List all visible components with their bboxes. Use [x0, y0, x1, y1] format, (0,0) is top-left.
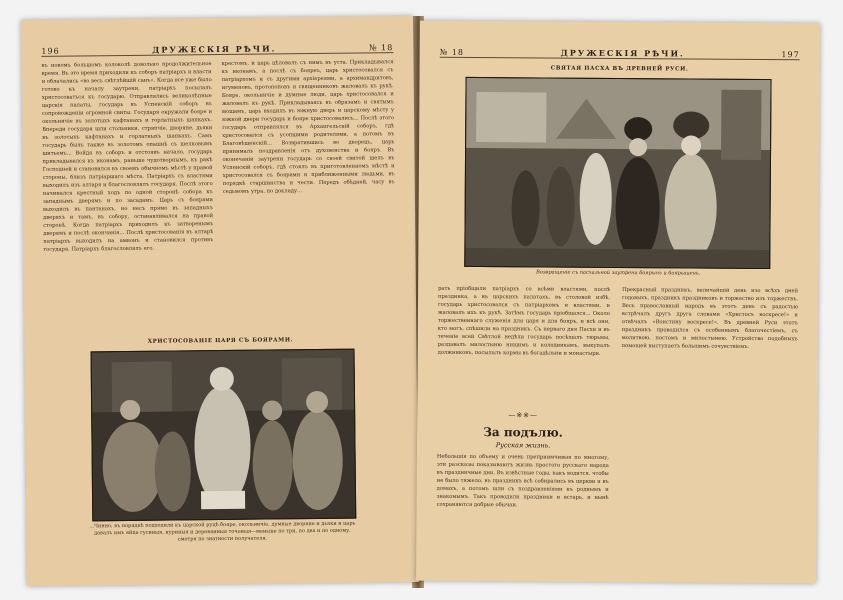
- right-page-number: 197: [781, 50, 800, 60]
- engraving-illustration: [92, 350, 356, 521]
- right-figure-title: СВЯТАЯ ПАСХА ВЪ ДРЕВНЕЙ РУСИ.: [550, 65, 689, 73]
- engraving-easter-ancient-rus: [464, 77, 771, 269]
- left-page: [21, 16, 419, 586]
- story-text: Небольшія по объему и очень преприимчивыя по многому, эти разсказы показываютъ жизнь простого русскаго народа въ праздничные дни. Въ извѣстные годы, какъ водится, чтобы не было тяжело, въ праздникъ всѣ собирались въ церкви и въ домахъ, а потомъ шли съ поздравленіями къ роднымъ и знакомымъ. Такъ проводили праздники и встарь, и нынѣ сохраняются добрые обычаи.: [436, 453, 609, 509]
- right-page-header: [440, 43, 800, 61]
- left-page-number: 196: [41, 46, 60, 56]
- story-title: За подълю.: [483, 425, 563, 440]
- left-issue-number: № 18: [368, 43, 394, 53]
- ornament-divider: —※※—: [508, 411, 539, 420]
- right-figure-caption: Возвращеніе съ пасхальной заутрени боярынь и боярышень.: [536, 269, 701, 277]
- engraving-illustration: [465, 78, 770, 268]
- right-text-column-2: Прекрасный праздникъ, величайшій день изо всѣхъ дней годовыхъ, праздникъ праздниковъ и торжество изъ торжествъ. Весь православный народъ въ этотъ день съ радостью встрѣчалъ другъ друга словами «Христосъ воскресе!» и отвѣчалъ «Воистину воскресе!». Въ древней Руси этотъ праздникъ проводился съ особеннымъ благочестіемъ, съ молитвою, постомъ и милостынею. Устройство подобныхъ помощей выступаетъ большимъ сочувствіемъ.: [621, 287, 799, 350]
- left-journal-title: ДРУЖЕСКІЯ РѢЧИ.: [152, 43, 277, 55]
- right-issue-number: № 18: [439, 47, 465, 57]
- right-journal-title: ДРУЖЕСКІЯ РѢЧИ.: [560, 47, 685, 59]
- left-text-column-2: крестомъ, и царь цѣловалъ съ нимъ въ уста. Прикладывался къ иконамъ, а послѣ съ бояреъ, царь христосовался съ патріархомъ и съ другими архіереями, а архимандритовъ, игуменовъ, протопоповъ и священниковъ жаловалъ къ рукѣ. Бояре, окольничіе и думные люди, царь христосовался и жаловалъ къ рукѣ. Прикладываясь въ образамъ и святымъ мощамъ, царь входилъ въ южную дверь и царскому мѣсту у южной двери государь и бояре христосовались... Послѣ этого государь отправлялся въ Архангельскій соборъ, гдѣ христосовался съ усопшими родителями, а потомъ въ Благовѣщенскій... Возвратившись во дворецъ, царь принималъ поздравленія отъ духовенства и бояръ. Въ оконечаніи заутрени государь со своей свитой шелъ въ Успенскій соборъ, гдѣ стоялъ въ приготовленномъ мѣстѣ и христосовался съ боярами и приближенными людьми, въ порядкѣ старшинства и чести. Передъ обѣдней, часу въ седьмомъ утра, по докладу...: [221, 59, 395, 195]
- left-figure-caption: ...Чинно, въ порядкѣ подходили къ царской руцѣ бояре, окольничіе, думные дворяне и дьяки и царь давалъ имъ яйца гусиныя, куриныя и деревянныя точеныя—меньше по три, по два и по одному, смотря по знатности получателя.: [89, 520, 356, 543]
- left-page-header: [41, 38, 393, 57]
- right-page: [416, 21, 820, 584]
- story-subtitle: Русская жизнь.: [495, 441, 551, 450]
- right-text-column-1: рать пріобщили патріархъ со всѣми властями, послѣ праздника, а въ царскихъ палатахъ, въ столовой избѣ, государь христосовался съ патріархомъ и властями, и жаловалъ ихъ къ рукѣ. Затѣмъ государь пріобщался... Около торжественнаго служенія для царя и для бояръ, и всѣ они, кто могъ, спѣшили на праздникъ. Съ перваго дня Пасхи и въ теченіе всей Свѣтлой недѣли государь посѣщалъ тюрьмы, раздавалъ милостыню нищимъ и колодникамъ, выкупалъ должниковъ, посылалъ кормы въ богадѣльни и монастыри.: [437, 285, 611, 357]
- engraving-tsar-christening-boyars: [91, 349, 357, 522]
- left-text-column-1: въ новомъ большомъ колоколѣ довольно продолжительное время. Въ это время приходили къ соборъ патріархъ и власти и облачались «во весь свѣтлѣйшій санъ». Когда все уже было готово къ началу заутрени, патріархъ посылалъ христосоваться къ государю. Отправлялись великолѣпные царскія палаты, государь въ Успенскій соборъ въ сопровожденіи огромной свиты. Государя окружали бояре и окольничіе въ золотыхъ кафтанахъ и горлатныхъ шапкахъ. Впереди государя шли стольники, стряпчіе, дворяне, дьяки въ золотыхъ кафтанахъ и горлатныхъ шапкахъ. Самъ государь былъ также въ золотомъ опашнѣ съ шелковымъ шитьемъ... Войдя въ соборъ и отстоявъ начало, государь прикладывался къ иконамъ, раньше чудотворнымъ, къ ракѣ Господней и становился въ своемъ обычномъ мѣстѣ у правой стороны, близъ патріаршаго мѣста. Патріархъ съ властями выходилъ изъ алтаря и благословлялъ государя. Послѣ этого начинался крестный ходъ по одной сторонѣ собора къ западнымъ дверямъ и по засадамъ. Царь съ боярами выходилъ въ пантанахъ, но несъ прямо въ западныхъ дверяхъ и тамъ, въ собору, останавливался на правой сторонѣ. Когда патріархъ приходилъ къ затворенымъ дверямъ и послѣ окончанія... Послѣ христосованія въ алтарѣ патріархъ выходилъ на амвонъ и становился противъ государя. Патріархъ благословлялъ его.: [41, 61, 214, 253]
- left-figure-title: ХРИСТОСОВАНІЕ ЦАРЯ СЪ БОЯРАМИ.: [147, 337, 294, 345]
